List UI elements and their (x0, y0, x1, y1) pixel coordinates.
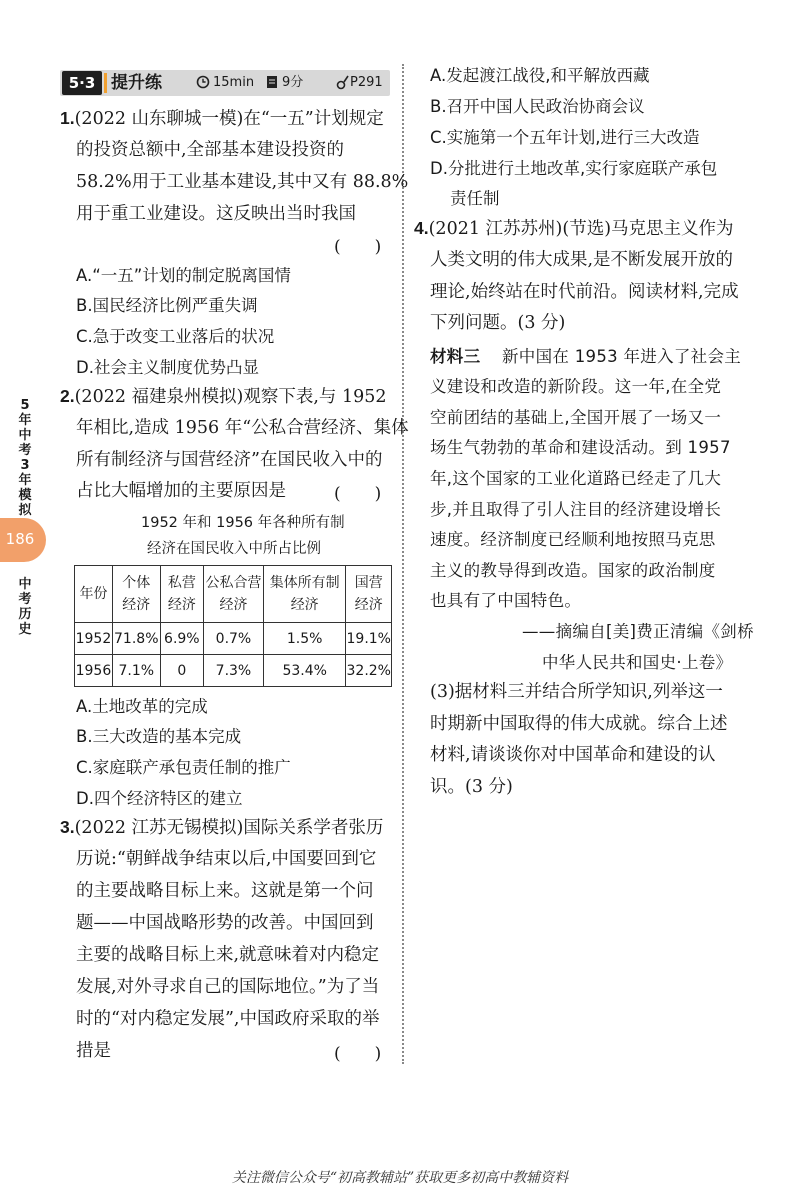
q2-option-d[interactable]: D.四个经济特区的建立 (76, 789, 243, 808)
q3-option-d[interactable]: D.分批进行土地改革,实行家庭联产承包 (430, 159, 718, 178)
q3-line-7: 时的“对内稳定发展”,中国政府采取的举 (76, 1009, 380, 1029)
table-cell: 71.8% (112, 623, 160, 655)
table-cell: 1956 (75, 655, 113, 687)
q4-sub-question: 材料,请谈谈你对中国革命和建设的认 (430, 745, 716, 765)
table-cell: 1.5% (263, 623, 346, 655)
q4-line-2: 人类文明的伟大成果,是不断发展开放的 (430, 250, 734, 270)
q2-line-2: 年相比,造成 1956 年“公私合营经济、集体 (76, 418, 409, 438)
q2-number: 2. (60, 386, 75, 406)
q1-number: 1. (60, 108, 75, 128)
column-divider (402, 64, 404, 1064)
table-header-cell: 年份 (75, 566, 113, 623)
q3-option-b[interactable]: B.召开中国人民政治协商会议 (430, 97, 645, 116)
table-cell: 7.3% (204, 655, 264, 687)
q2-line-3: 所有制经济与国营经济”在国民收入中的 (76, 450, 383, 470)
table-header-cell: 集体所有制 经济 (263, 566, 346, 623)
material-label: 材料三 (430, 347, 481, 366)
section-title: 提升练 (111, 73, 162, 93)
q3-line-5: 主要的战略目标上来,就意味着对内稳定 (76, 945, 380, 965)
q2-option-b[interactable]: B.三大改造的基本完成 (76, 727, 242, 746)
clock-icon (196, 75, 210, 89)
material-line: 新中国在 1953 年进入了社会主 (502, 347, 742, 366)
table-cell: 19.1% (346, 623, 392, 655)
q1-option-a[interactable]: A.“一五”计划的制定脱离国情 (76, 266, 291, 285)
q2-option-c[interactable]: C.家庭联产承包责任制的推广 (76, 758, 291, 777)
table-row (75, 655, 392, 687)
q4-line-4: 下列问题。(3 分) (430, 313, 566, 333)
document-icon (266, 75, 278, 89)
table-header-row (75, 566, 392, 623)
q1-answer-blank[interactable]: ( ) (334, 237, 382, 257)
q2-line-4: 占比大幅增加的主要原因是 (76, 481, 286, 501)
q1-line-4: 用于重工业建设。这反映出当时我国 (76, 204, 356, 224)
q4-line-3: 理论,始终站在时代前沿。阅读材料,完成 (430, 282, 739, 302)
q2-answer-blank[interactable]: ( ) (334, 484, 382, 504)
material-source: 中华人民共和国史·上卷》 (542, 653, 733, 672)
q4-sub-question: 时期新中国取得的伟大成就。综合上述 (430, 714, 728, 734)
q4-sub-question: (3)据材料三并结合所学知识,列举这一 (430, 682, 723, 702)
footer-notice: 关注微信公众号“初高教辅站”获取更多初高中教辅资料 (231, 1170, 569, 1186)
material-line: 场生气勃勃的革命和建设活动。到 1957 (430, 438, 731, 457)
ownership-table (74, 565, 392, 687)
page-number: 186 (5, 530, 35, 548)
q1-option-b[interactable]: B.国民经济比例严重失调 (76, 296, 258, 315)
answer-key-icon (336, 74, 350, 90)
table-cell: 32.2% (346, 655, 392, 687)
answer-page-ref: P291 (350, 75, 383, 90)
q3-line-4: 题——中国战略形势的改善。中国回到 (76, 913, 374, 933)
material-source: ——摘编自[美]费正清编《剑桥 (522, 622, 754, 641)
q4-line-1: 4.(2021 江苏苏州)(节选)马克思主义作为 (414, 218, 734, 239)
side-book-title: 5 年 中 考 3 年 模 拟 (18, 398, 32, 518)
q1-line-3: 58.2%用于工业基本建设,其中又有 88.8% (76, 172, 409, 192)
table-caption-line-2: 经济在国民收入中所占比例 (147, 541, 321, 557)
q3-line-8: 措是 (76, 1041, 111, 1061)
total-score: 9分 (282, 75, 304, 90)
table-caption-line-1: 1952 年和 1956 年各种所有制 (141, 515, 345, 531)
q3-line-6: 发展,对外寻求自己的国际地位。”为了当 (76, 977, 380, 997)
table-cell: 0 (160, 655, 203, 687)
material-line: 也具有了中国特色。 (430, 591, 582, 610)
material-line: 义建设和改造的新阶段。这一年,在全党 (430, 377, 722, 396)
material-line: 主义的教导得到改造。国家的政治制度 (430, 561, 716, 580)
q1-option-c[interactable]: C.急于改变工业落后的状况 (76, 327, 275, 346)
material-line: 年,这个国家的工业化道路已经走了几大 (430, 469, 722, 488)
table-cell: 0.7% (204, 623, 264, 655)
header-accent-divider (104, 73, 107, 93)
q1-line-1: 1.(2022 山东聊城一模)在“一五”计划规定 (60, 108, 384, 129)
table-row (75, 623, 392, 655)
table-header-cell: 私营 经济 (160, 566, 203, 623)
table-header-cell: 公私合营 经济 (204, 566, 264, 623)
q3-line-2: 历说:“朝鲜战争结束以后,中国要回到它 (76, 849, 377, 869)
material-line: 速度。经济制度已经顺利地按照马克思 (430, 530, 716, 549)
q3-line-3: 的主要战略目标上来。这就是第一个问 (76, 881, 374, 901)
q3-answer-blank[interactable]: ( ) (334, 1044, 382, 1064)
q3-option-d-cont: 责任制 (450, 189, 500, 208)
material-line: 空前团结的基础上,全国开展了一场又一 (430, 408, 722, 427)
q3-option-c[interactable]: C.实施第一个五年计划,进行三大改造 (430, 128, 700, 147)
brand-logo: 5·3 (62, 71, 102, 95)
table-cell: 1952 (75, 623, 113, 655)
q3-number: 3. (60, 817, 75, 837)
q2-line-1: 2.(2022 福建泉州模拟)观察下表,与 1952 (60, 386, 387, 407)
table-header-cell: 个体 经济 (112, 566, 160, 623)
side-subject: 中 考 历 史 (18, 577, 32, 637)
q3-option-a[interactable]: A.发起渡江战役,和平解放西藏 (430, 66, 650, 85)
q3-line-1: 3.(2022 江苏无锡模拟)国际关系学者张历 (60, 817, 384, 838)
q4-number: 4. (414, 218, 429, 238)
q4-sub-question: 识。(3 分) (430, 777, 513, 797)
table-cell: 6.9% (160, 623, 203, 655)
q1-option-d[interactable]: D.社会主义制度优势凸显 (76, 358, 259, 377)
material-line: 步,并且取得了引人注目的经济建设增长 (430, 500, 722, 519)
time-limit: 15min (213, 75, 255, 90)
table-header-cell: 国营 经济 (346, 566, 392, 623)
table-cell: 53.4% (263, 655, 346, 687)
q2-option-a[interactable]: A.土地改革的完成 (76, 697, 208, 716)
table-cell: 7.1% (112, 655, 160, 687)
q1-line-2: 的投资总额中,全部基本建设投资的 (76, 140, 345, 160)
